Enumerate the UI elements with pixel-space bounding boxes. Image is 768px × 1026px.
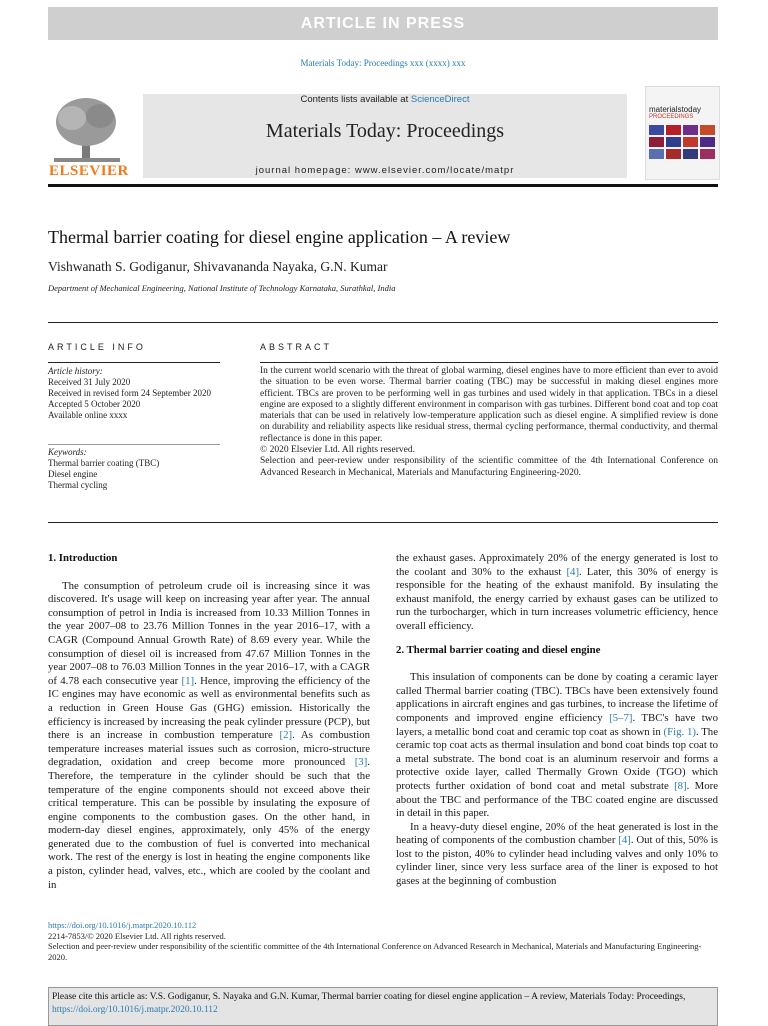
accepted-date: Accepted 5 October 2020 — [48, 399, 141, 409]
body-text: This insulation of components can be done by coating a ceramic layer called Thermal barrier coating (TBC). TBCs have been extensively found applications in aircraft engines and gas turbines, to increase the lifetime of components and improved engine efficiency — [396, 671, 718, 724]
body-text: . TBC's have two layers, a metallic bond coat and ceramic top coat as shown in — [396, 711, 718, 738]
doi-link[interactable]: https://doi.org/10.1016/j.matpr.2020.10.112 — [48, 920, 197, 930]
heavy-duty-paragraph — [396, 821, 718, 889]
abstract-body: In the current world scenario with the threat of global warming, diesel engines have to more efficient than ever to avoid the situation to be even worse. Thermal barrier coating (TBC) may be successful in making diesel engines more efficient. TBCs are proven to be performing well in gas turbines and used widely in that application. TBCs in a diesel engine are exposed to a slightly different environment in comparison with gas turbines. Different bond coat and top coat materials that can be used in relatively low-temperature application such as diesel engine. A simplified review is done on durability and reliability aspects like residual stress, thermal cycling performance, thermal conductivity, and thermal reflectance is done in this paper. — [260, 366, 718, 444]
footer-peer-review: Selection and peer-review under responsibility of the scientific committee of the 4th International Conference on Advanced Research in Mechanical, Materials and Manufacturing Engineering-2020. — [48, 941, 702, 962]
body-column-right — [396, 552, 718, 889]
page-footer — [48, 920, 718, 962]
intro-text: The consumption of petroleum crude oil is increasing since it was discovered. It's usage will keep on increasing year after year. The annual consumption of petrol in India is increased from 10.33 Million Tonnes in the year 2007–08 to 23.76 Million Tonnes in the year 2016–17, with a CAGR (Compound Annual Growth Rate) of 8.69 every year. While the consumption of diesel oil is increased from 47.67 Million Tonnes in the year 2007–08 to 76.03 Million Tonnes in the year 2016–17, with a CAGR of 4.78 each consecutive year — [48, 579, 370, 687]
cite-doi-link[interactable]: https://doi.org/10.1016/j.matpr.2020.10.112 — [52, 1005, 218, 1015]
contents-line — [143, 94, 627, 105]
section-2-heading: 2. Thermal barrier coating and diesel engine — [396, 643, 601, 656]
elsevier-logo-text: ELSEVIER — [49, 163, 129, 179]
journal-title: Materials Today: Proceedings — [265, 120, 505, 142]
exhaust-paragraph — [396, 552, 718, 634]
body-text: In a heavy-duty diesel engine, 20% of the heat generated is lost in the heating of components of the combustion chamber — [396, 820, 718, 847]
intro-text: . Therefore, the temperature in the cylinder should be such that the temperature of the engine components should not exceed above their critical temperature. This can be possible by insulating the exposure of engine components to the combustion gases. On the other hand, in modern-day diesel engines, approximately, only 45% of the energy generated due to the combustion of fuel is converted into mechanical work. The rest of the energy is lost in heating the engine components like a piston, cylinder head, valves, etc., which are cooled by the coolant and in — [48, 756, 370, 891]
received-date: Received 31 July 2020 — [48, 377, 131, 387]
ref-1-link[interactable]: [1] — [181, 674, 195, 687]
article-info-divider — [48, 362, 220, 363]
cite-article-text — [52, 991, 716, 1017]
ref-4-link[interactable]: [4] — [566, 565, 580, 578]
abstract-bottom-divider — [48, 522, 718, 523]
ref-5-7-link[interactable]: [5–7] — [609, 711, 633, 724]
contents-prefix: Contents lists available at — [300, 94, 411, 105]
keyword-item: Thermal cycling — [48, 480, 108, 490]
online-date: Available online xxxx — [48, 410, 128, 420]
issn-line: 2214-7853/© 2020 Elsevier Ltd. All rights reserved. — [48, 930, 226, 941]
abstract-copyright: © 2020 Elsevier Ltd. All rights reserved. — [260, 445, 415, 456]
abstract-heading: ABSTRACT — [260, 342, 333, 352]
header-divider — [48, 184, 718, 187]
ref-8-link[interactable]: [8] — [674, 779, 687, 792]
cover-title: materialstoday — [649, 105, 702, 114]
keywords-label: Keywords: — [48, 447, 87, 457]
keyword-item: Thermal barrier coating (TBC) — [48, 458, 160, 468]
abstract-text — [260, 366, 718, 479]
paper-authors: Vishwanath S. Godiganur, Shivavananda Nayaka, G.N. Kumar — [48, 259, 388, 274]
keywords-block — [48, 447, 220, 491]
journal-citation[interactable]: Materials Today: Proceedings xxx (xxxx) xxx — [300, 58, 466, 68]
body-text: the exhaust gases. Approximately 20% of the energy generated is lost to the coolant and 30% to the exhaust — [396, 552, 718, 578]
abstract-divider — [260, 362, 718, 363]
body-text: . Later, this 30% of energy is responsible for the heating of the exhaust manifold. By insulating the exhaust manifold, the energy carried by exhaust gases can be utilized to run the turbocharger, which in turn increases volumetric efficiency, hence overall efficiency. — [396, 565, 718, 632]
paper-affiliation: Department of Mechanical Engineering, National Institute of Technology Karnataka, Surathkal, India — [48, 283, 396, 293]
keyword-item: Diesel engine — [48, 469, 98, 479]
fig-1-link[interactable]: (Fig. 1) — [663, 725, 696, 738]
article-info-heading: ARTICLE INFO — [48, 342, 146, 352]
article-history — [48, 366, 220, 421]
cite-text: Please cite this article as: V.S. Godiganur, S. Nayaka and G.N. Kumar, Thermal barrier coating for diesel engine application – A review, Materials Today: Proceedings, — [52, 992, 686, 1002]
intro-text: . Hence, improving the efficiency of the IC engines may have economic as well as environmental benefits such as a reduction in Green House Gas (GHG) emission. Historically the efficiency is increased by increasing the peak cylinder pressure (PCP), but there is an increase in combustion temperature — [48, 674, 370, 742]
ref-4-link[interactable]: [4] — [618, 834, 631, 847]
tbc-paragraph — [396, 671, 718, 821]
article-in-press-banner: ARTICLE IN PRESS — [48, 7, 718, 40]
revised-date: Received in revised form 24 September 2020 — [48, 388, 211, 398]
section-1-heading: 1. Introduction — [48, 552, 118, 564]
body-text: . Out of this, 50% is lost to the piston, 40% to cylinder head including valves and only 10% to cylinder liner, since very less surface area of the liner is exposed to hot gases at the beginning of combustion — [396, 834, 718, 888]
intro-paragraph — [48, 580, 370, 893]
history-label: Article history: — [48, 366, 103, 376]
intro-text: . As combustion temperature increases material issues such as corrosion, micro-structure degradation, oxidation and creep become more pronounced — [48, 729, 370, 769]
ref-3-link[interactable]: [3] — [354, 756, 368, 769]
body-column-left — [48, 552, 370, 892]
body-text: . More about the TBC and performance of the TBC coated engine are discussed in detail in this paper. — [396, 779, 718, 820]
paper-title: Thermal barrier coating for diesel engine application – A review — [48, 227, 511, 247]
info-top-divider — [48, 322, 718, 323]
cover-art-icon — [649, 125, 715, 161]
journal-cover-thumbnail — [645, 86, 720, 180]
cover-subtitle: PROCEEDINGS — [649, 114, 694, 120]
body-text: . The ceramic top coat acts as thermal insulation and bond coat binds top coat to a metal substrate. The bond coat is an aluminum reservoir and forms a protective oxide layer, called Thermally Grown Oxide (TGO) which protects further oxidation of bond coat and metal substrate — [396, 725, 718, 792]
sciencedirect-link[interactable]: ScienceDirect — [410, 94, 470, 105]
ref-2-link[interactable]: [2] — [279, 729, 293, 742]
journal-homepage[interactable]: journal homepage: www.elsevier.com/locate/matpr — [255, 165, 515, 176]
keywords-divider — [48, 444, 220, 445]
abstract-peer-review: Selection and peer-review under responsibility of the scientific committee of the 4th International Conference on Advanced Research in Mechanical, Materials and Manufacturing Engineering-2020. — [260, 456, 718, 478]
